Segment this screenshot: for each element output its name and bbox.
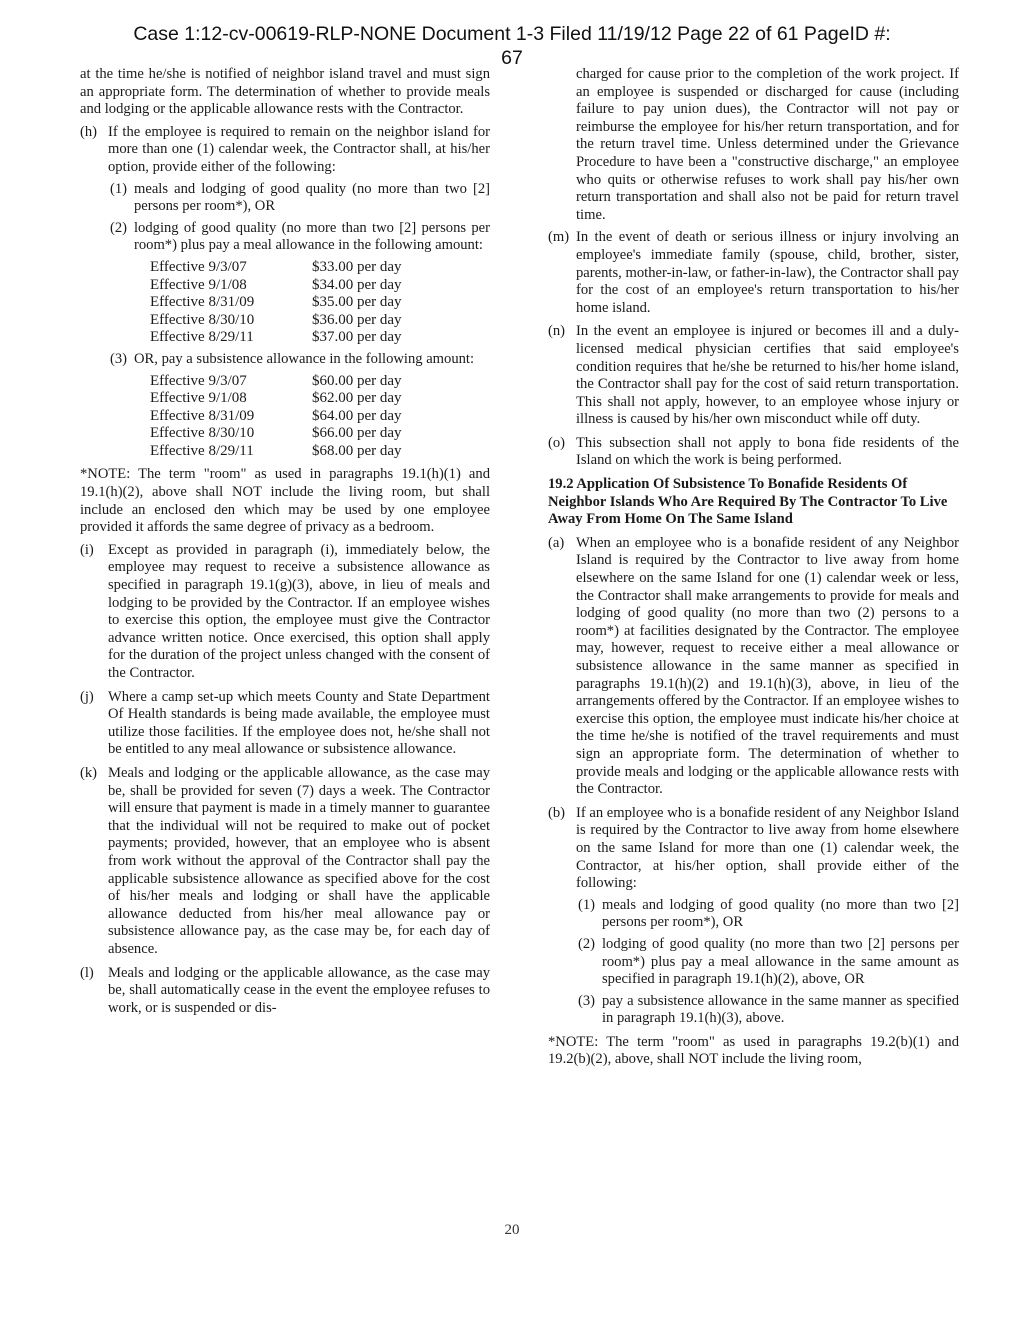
rate-date: Effective 9/3/07 — [150, 372, 247, 389]
clause-a — [548, 535, 959, 799]
rate-row — [150, 329, 402, 347]
clause-i — [80, 542, 490, 683]
rate-row — [150, 408, 402, 426]
rate-row — [150, 425, 402, 443]
sub-item — [110, 181, 490, 216]
rate-amount: $35.00 per day — [312, 294, 402, 311]
clause-text: This subsection shall not apply to bona fide residents of the Island on which the work is being performed. — [576, 434, 959, 469]
clause-label: (b) — [548, 804, 566, 821]
right-column — [548, 66, 959, 1074]
room-note: *NOTE: The term "room" as used in paragraphs 19.2(b)(1) and 19.2(b)(2), above, shall NOT include the living room, — [548, 1033, 959, 1068]
clause-label: (m) — [548, 229, 570, 246]
clause-n — [548, 323, 959, 429]
rate-amount: $68.00 per day — [312, 442, 402, 459]
clause-o — [548, 435, 959, 470]
rate-amount: $36.00 per day — [312, 311, 402, 328]
rate-date: Effective 9/1/08 — [150, 390, 247, 407]
clause-l — [80, 965, 490, 1018]
rate-date: Effective 8/29/11 — [150, 442, 254, 459]
clause-m — [548, 229, 959, 317]
sub-text: OR, pay a subsistence allowance in the following amount: — [134, 350, 475, 367]
sub-text: meals and lodging of good quality (no more than two [2] persons per room*), OR — [602, 896, 959, 931]
rate-row — [150, 443, 402, 461]
rate-row — [150, 312, 402, 330]
rate-row — [150, 277, 402, 295]
rate-amount: $33.00 per day — [312, 258, 402, 275]
rate-date: Effective 8/30/10 — [150, 425, 255, 442]
case-header — [0, 22, 1024, 70]
rate-row — [150, 390, 402, 408]
section-heading: 19.2 Application Of Subsistence To Bonafide Residents Of Neighbor Islands Who Are Required By The Contractor To Live Away From Home On The Same Island — [548, 476, 948, 528]
rate-amount: $64.00 per day — [312, 407, 402, 424]
sub-label: (1) — [578, 896, 596, 913]
sub-text: lodging of good quality (no more than two [2] persons per room*) plus pay a meal allowance in the same amount as specified in paragraph 19.1(h)(2), above, OR — [602, 935, 959, 988]
clause-text: If the employee is required to remain on the neighbor island for more than one (1) calendar week, the Contractor shall, at his/her option, provide either of the following: — [108, 123, 490, 175]
clause-text: Meals and lodging or the applicable allowance, as the case may be, shall automatically cease in the event the employee refuses to work, or is suspended or dis- — [108, 964, 490, 1016]
clause-text: When an employee who is a bonafide resident of any Neighbor Island is required by the Contractor to live away from home elsewhere on the same Island for one (1) calendar week or less, the Contractor shall make arrangements to provide for meals and lodging of good quality (no more than two (2) persons to a room*) at facilities designated by the Contractor. The employee may, however, request to receive either a meal allowance or subsistence allowance in the same manner as specified in paragraphs 19.1(h)(2) and 19.1(h)(3), above, in lieu of the arrangements offered by the Contractor. If an employee wishes to exercise this option, the employee must indicate his/her choice at the time he/she is notified of the travel requirements and must sign an appropriate form. The determination of whether to provide meals and lodging or the applicable allowance rests with the Contractor. — [576, 534, 959, 798]
right-intro: charged for cause prior to the completion of the work project. If an employee is suspended or discharged for cause (including failure to pay union dues), the Contractor will not pay or reimburse the employee for his/her return transportation, and for the return travel time. Unless determined under the Grievance Procedure to have been a "constructive discharge," an employee who quits or otherwise refuses to work shall pay his/her own return transportation and shall also not be paid for return travel time. — [576, 66, 959, 223]
rate-date: Effective 8/31/09 — [150, 294, 255, 311]
clause-text: In the event of death or serious illness or injury involving an employee's immediate family (spouse, child, brother, sister, parents, mother-in-law, or father-in-law), the Contractor shall pay for the cost of an employee's return transportation to his/her home island. — [576, 229, 959, 316]
sub-text: lodging of good quality (no more than two [2] persons per room*) plus pay a meal allowance in the following amount: — [134, 219, 490, 254]
clause-label: (n) — [548, 323, 566, 340]
sub-item — [578, 936, 959, 989]
clause-label: (a) — [548, 534, 565, 551]
sub-label: (1) — [110, 180, 128, 197]
rate-date: Effective 8/31/09 — [150, 407, 255, 424]
sub-label: (2) — [110, 219, 128, 236]
sub-text: meals and lodging of good quality (no more than two [2] persons per room*), OR — [134, 180, 490, 215]
clause-label: (o) — [548, 434, 566, 451]
page-number: 20 — [504, 1222, 520, 1238]
rate-date: Effective 8/29/11 — [150, 329, 254, 346]
rate-amount: $34.00 per day — [312, 276, 402, 293]
rate-amount: $60.00 per day — [312, 372, 402, 389]
clause-label: (k) — [80, 764, 98, 781]
clause-h — [80, 124, 490, 461]
subsistence-allowance-table — [150, 373, 402, 461]
sub-item — [110, 351, 490, 369]
sub-label: (3) — [578, 992, 596, 1009]
rate-date: Effective 9/1/08 — [150, 276, 247, 293]
clause-j — [80, 689, 490, 759]
rate-date: Effective 8/30/10 — [150, 311, 255, 328]
clause-k — [80, 765, 490, 959]
clause-b — [548, 805, 959, 1028]
rate-amount: $37.00 per day — [312, 329, 402, 346]
meal-allowance-table — [150, 259, 402, 347]
clause-label: (j) — [80, 688, 94, 705]
sub-item — [578, 897, 959, 932]
sub-text: pay a subsistence allowance in the same manner as specified in paragraph 19.1(h)(3), above. — [602, 992, 959, 1027]
left-column — [80, 66, 490, 1023]
rate-row — [150, 294, 402, 312]
clause-text: In the event an employee is injured or becomes ill and a duly-licensed medical physician certifies that said employee's condition requires that he/she be returned to his/her home island, the Contractor shall pay for the cost of said return transportation. This shall not apply, however, to an employee whose injury or illness is caused by his/her own misconduct while off duty. — [576, 323, 959, 428]
clause-label: (i) — [80, 541, 94, 558]
clause-text: Meals and lodging or the applicable allowance, as the case may be, shall be provided for seven (7) days a week. The Contractor will ensure that payment is made in a timely manner to guarantee that the individual will not be required to make out of pocket payments; provided, however, that an employee who is absent from work without the approval of the Contractor shall pay the applicable subsistence allowance as specified above for the cost of his/her meals and lodging or shall have the applicable allowance deducted from his/her meal allowance pay or subsistence allowance pay, as the case may be, for each day of absence. — [108, 764, 490, 957]
rate-row — [150, 259, 402, 277]
left-intro: at the time he/she is notified of neighbor island travel and must sign an appropriate form. The determination of whether to provide meals and lodging or the applicable allowance rests with the Contractor. — [80, 66, 490, 118]
room-note: *NOTE: The term "room" as used in paragraphs 19.1(h)(1) and 19.1(h)(2), above shall NOT include the living room, but shall include an enclosed den which may be used by one employee provided it affords the same degree of privacy as a bedroom. — [80, 466, 490, 536]
case-header-pageid: 67 — [501, 47, 523, 69]
clause-label: (h) — [80, 123, 98, 140]
rate-row — [150, 373, 402, 391]
sub-item — [110, 220, 490, 255]
case-header-line: Case 1:12-cv-00619-RLP-NONE Document 1-3 Filed 11/19/12 Page 22 of 61 PageID #: — [133, 23, 891, 45]
sub-label: (3) — [110, 350, 128, 367]
sub-item — [578, 993, 959, 1028]
clause-text: If an employee who is a bonafide resident of any Neighbor Island is required by the Contractor to live away from home elsewhere on the same Island for more than one (1) calendar week, the Contractor, at his/her option, shall provide either of the following: — [576, 804, 959, 892]
clause-text: Except as provided in paragraph (i), immediately below, the employee may request to receive a subsistence allowance as specified in paragraph 19.1(g)(3), above, in lieu of meals and lodging to be provided by the Contractor. If an employee wishes to exercise this option, the employee must give the Contractor advance written notice. Once exercised, this option shall apply for the duration of the project unless changed with the consent of the Contractor. — [108, 541, 490, 681]
rate-amount: $62.00 per day — [312, 390, 402, 407]
rate-amount: $66.00 per day — [312, 425, 402, 442]
clause-text: Where a camp set-up which meets County and State Department Of Health standards is being made available, the employee must utilize those facilities. If the employee does not, he/she shall not be entitled to any meal allowance or subsistence allowance. — [108, 688, 490, 758]
clause-label: (l) — [80, 964, 94, 981]
rate-date: Effective 9/3/07 — [150, 258, 247, 275]
sub-label: (2) — [578, 935, 596, 952]
